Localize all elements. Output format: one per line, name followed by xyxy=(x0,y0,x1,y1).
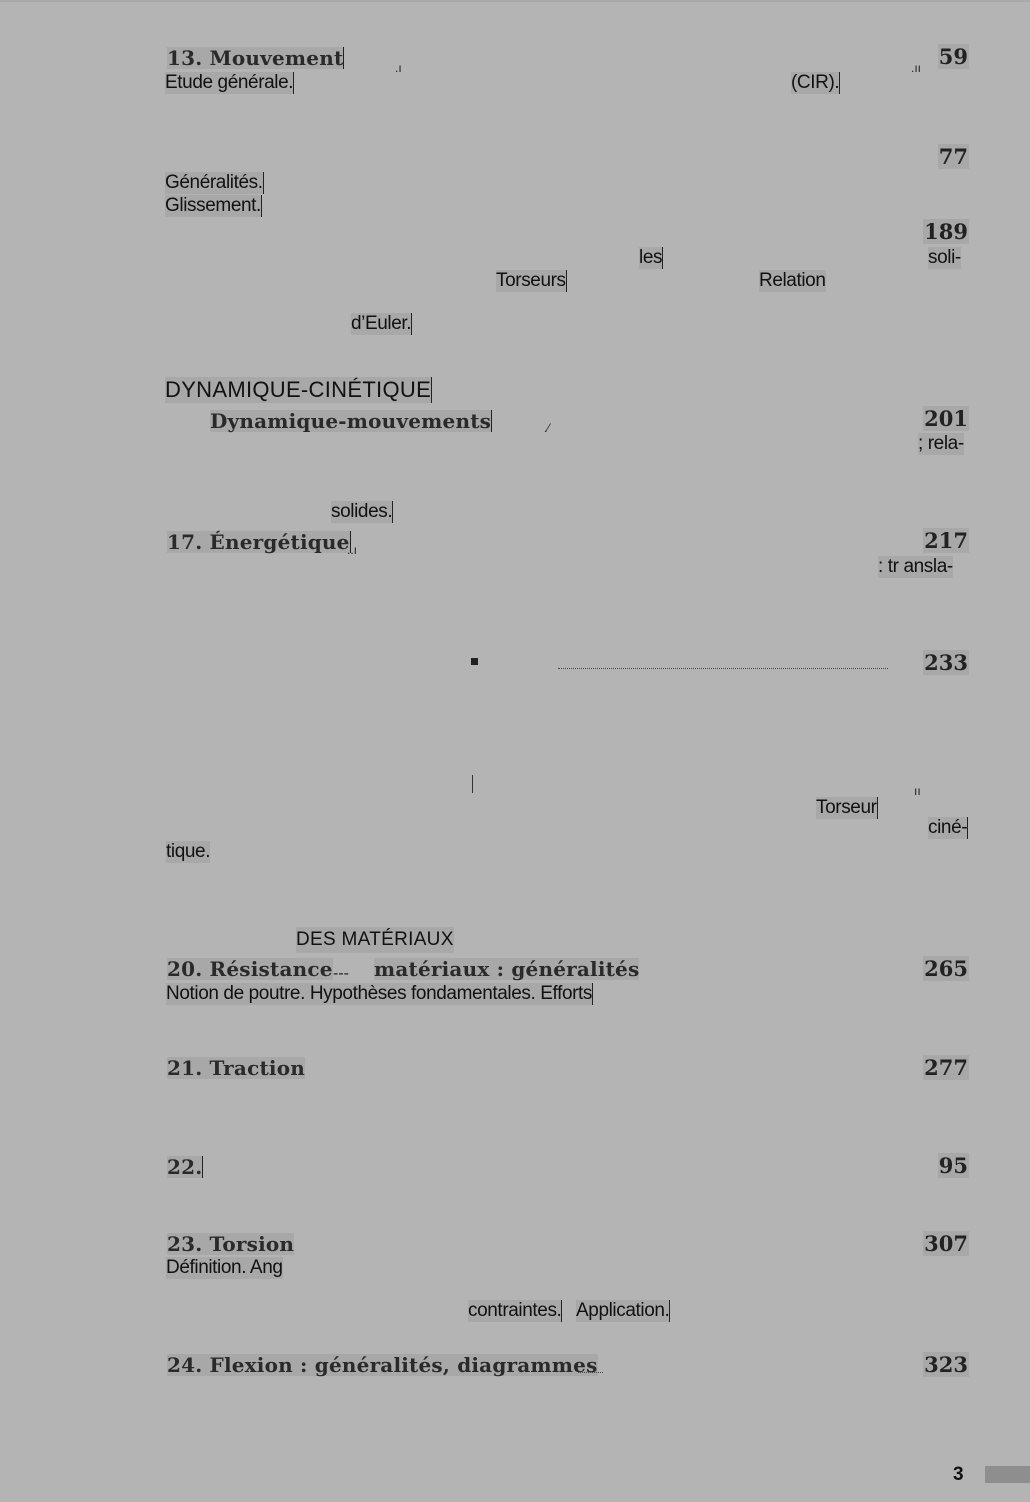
entry-24-page xyxy=(909,1353,969,1377)
entry-13-title: 13. Mouvement xyxy=(167,46,344,70)
scan-mark: ıı xyxy=(914,784,921,798)
entry-16-page-value: 201 xyxy=(924,406,968,431)
entry-23-description: Définition. Ang xyxy=(166,1257,283,1278)
entry-21-page-value: 277 xyxy=(924,1055,968,1080)
entry-20-title-part-2: matériaux : généralités xyxy=(374,957,640,981)
entry-13-cir: (CIR). xyxy=(791,72,840,93)
entry-23-frag-application: Application. xyxy=(576,1300,670,1321)
entry-22-title: 22. xyxy=(167,1155,203,1179)
entry-13-description: Etude générale. xyxy=(165,72,294,93)
scan-mark: .ı xyxy=(395,61,402,75)
entry-14-page-value: 77 xyxy=(938,144,968,169)
entry-17-page xyxy=(909,529,969,553)
entry-19-frag-tique: tique. xyxy=(166,841,211,862)
entry-16-frag-rela: ; rela- xyxy=(918,433,964,454)
entry-23-frag-contraintes: contraintes. xyxy=(468,1300,562,1321)
entry-15-frag-soli: soli- xyxy=(928,247,961,268)
entry-15-page xyxy=(909,220,969,244)
entry-20-page-value: 265 xyxy=(924,956,968,981)
entry-22-page xyxy=(909,1154,969,1178)
scan-mark: .⁄ xyxy=(544,421,550,435)
entry-19-frag-cine: ciné- xyxy=(928,817,968,838)
entry-13-page-value: 59 xyxy=(938,44,968,69)
page-number: 3 xyxy=(953,1464,964,1485)
entry-15-frag-les: les xyxy=(639,247,663,268)
entry-16-page xyxy=(909,407,969,431)
entry-15-frag-euler: d’Euler. xyxy=(351,313,412,334)
entry-20-page xyxy=(909,957,969,981)
scan-dashes: ‑‑‑ xyxy=(333,965,349,982)
scan-bullet xyxy=(471,658,478,665)
entry-23-page xyxy=(909,1232,969,1256)
entry-13-page xyxy=(909,45,969,69)
entry-17-page-value: 217 xyxy=(924,528,968,553)
entry-15-frag-torseurs: Torseurs xyxy=(496,270,566,291)
entry-23-title: 23. Torsion xyxy=(167,1232,295,1256)
entry-18-page-value: 233 xyxy=(924,650,968,675)
entry-15-frag-relation: Relation xyxy=(759,270,826,291)
entry-24-page-value: 323 xyxy=(924,1352,968,1377)
scan-tick xyxy=(472,775,473,793)
entry-19-frag-torseur: Torseur xyxy=(816,797,877,818)
entry-22-page-value: 95 xyxy=(938,1153,968,1178)
entry-18-page xyxy=(909,651,969,675)
entry-17-frag-translation: : tr ansla- xyxy=(878,556,953,577)
section-heading-dynamique-cinetique: DYNAMIQUE-CINÉTIQUE xyxy=(165,377,432,402)
entry-14-line-2: Glissement. xyxy=(165,195,261,216)
entry-14-line-1: Généralités. xyxy=(165,172,263,193)
entry-15-page-value: 189 xyxy=(924,219,968,244)
entry-16-frag-solides: solides. xyxy=(331,501,393,522)
entry-16-title: Dynamique-mouvements xyxy=(210,409,492,433)
entry-20-title-part-1: 20. Résistance xyxy=(167,957,333,981)
leader-dots xyxy=(558,668,888,669)
section-heading-materiaux: DES MATÉRIAUX xyxy=(296,927,454,953)
entry-21-title: 21. Traction xyxy=(167,1056,305,1080)
entry-20-description: Notion de poutre. Hypothèses fondamentales. Efforts xyxy=(166,983,593,1004)
leader-dots xyxy=(578,1372,603,1373)
entry-24-title: 24. Flexion : généralités, diagrammes xyxy=(167,1353,598,1377)
top-edge-line xyxy=(0,0,1030,2)
scan-mark: ..ı xyxy=(347,543,358,557)
scan-mark: .ıı xyxy=(911,61,922,75)
entry-14-page xyxy=(909,145,969,169)
entry-21-page xyxy=(909,1056,969,1080)
entry-17-title: 17. Énergétique xyxy=(167,530,350,554)
entry-23-page-value: 307 xyxy=(924,1231,968,1256)
page-number-bar xyxy=(985,1466,1030,1483)
